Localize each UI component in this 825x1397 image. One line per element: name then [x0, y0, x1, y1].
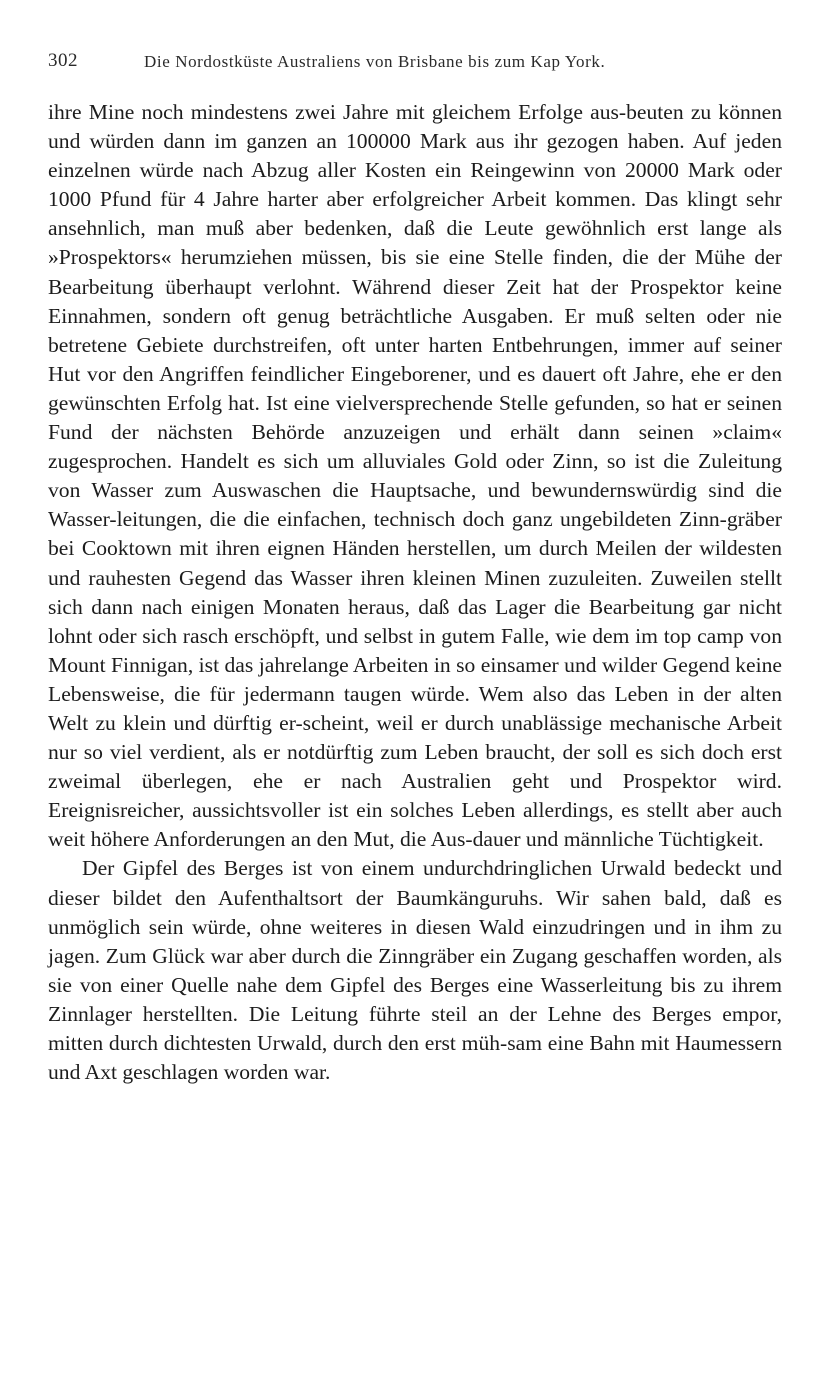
- book-page: [48, 48, 782, 1085]
- running-title: Die Nordostküste Australiens von Brisbane bis zum Kap York.: [144, 52, 606, 71]
- page-number: 302: [48, 50, 78, 71]
- paragraph-mountain-summit: Der Gipfel des Berges ist von einem undurchdringlichen Urwald bedeckt und dieser bildet den Aufenthaltsort der Baumkänguruhs. Wir sahen bald, daß es unmöglich sein würde, ohne weiteres in diesen Wald einzudringen und in ihm zu jagen. Zum Glück war aber durch die Zinngräber ein Zugang geschaffen worden, als sie von einer Quelle nahe dem Gipfel des Berges eine Wasserleitung bis zu ihrem Zinnlager herstellten. Die Leitung führte steil an der Lehne des Berges empor, mitten durch dichtesten Urwald, durch den erst müh-sam eine Bahn mit Haumessern und Axt geschlagen worden war.: [48, 856, 782, 1085]
- paragraph-prospectors: ihre Mine noch mindestens zwei Jahre mit gleichem Erfolge aus-beuten zu können und würden dann im ganzen an 100000 Mark aus ihr gezogen haben. Auf jeden einzelnen würde nach Abzug aller Kosten ein Reingewinn von 20000 Mark oder 1000 Pfund für 4 Jahre harter aber erfolgreicher Arbeit kommen. Das klingt sehr ansehnlich, man muß aber bedenken, daß die Leute gewöhnlich erst lange als »Prospektors« herumziehen müssen, bis sie eine Stelle finden, die der Mühe der Bearbeitung überhaupt verlohnt. Während dieser Zeit hat der Prospektor keine Einnahmen, sondern oft genug beträchtliche Ausgaben. Er muß selten oder nie betretene Gebiete durchstreifen, oft unter harten Entbehrungen, immer auf seiner Hut vor den Angriffen feindlicher Eingeborener, und es dauert oft Jahre, ehe er den gewünschten Erfolg hat. Ist eine vielversprechende Stelle gefunden, so hat er seinen Fund der nächsten Behörde anzuzeigen und erhält dann seinen »claim« zugesprochen. Handelt es sich um alluviales Gold oder Zinn, so ist die Zuleitung von Wasser zum Auswaschen die Hauptsache, und bewundernswürdig sind die Wasser-leitungen, die die einfachen, technisch doch ganz ungebildeten Zinn-gräber bei Cooktown mit ihren eignen Händen herstellen, um durch Meilen der wildesten und rauhesten Gegend das Wasser ihren kleinen Minen zuzuleiten. Zuweilen stellt sich dann nach einigen Monaten heraus, daß das Lager die Bearbeitung gar nicht lohnt oder sich rasch erschöpft, und selbst in gutem Falle, wie dem im top camp von Mount Finnigan, ist das jahrelange Arbeiten in so einsamer und wilder Gegend keine Lebensweise, die für jedermann taugen würde. Wem also das Leben in der alten Welt zu klein und dürftig er-scheint, weil er durch unablässige mechanische Arbeit nur so viel verdient, als er notdürftig zum Leben braucht, der soll es sich doch erst zweimal überlegen, ehe er nach Australien geht und Prospektor wird. Ereignisreicher, aussichtsvoller ist ein solches Leben allerdings, es stellt aber auch weit höhere Anforderungen an den Mut, die Aus-dauer und männliche Tüchtigkeit.: [48, 100, 782, 852]
- body-text: [48, 98, 782, 1087]
- running-head: [48, 48, 782, 78]
